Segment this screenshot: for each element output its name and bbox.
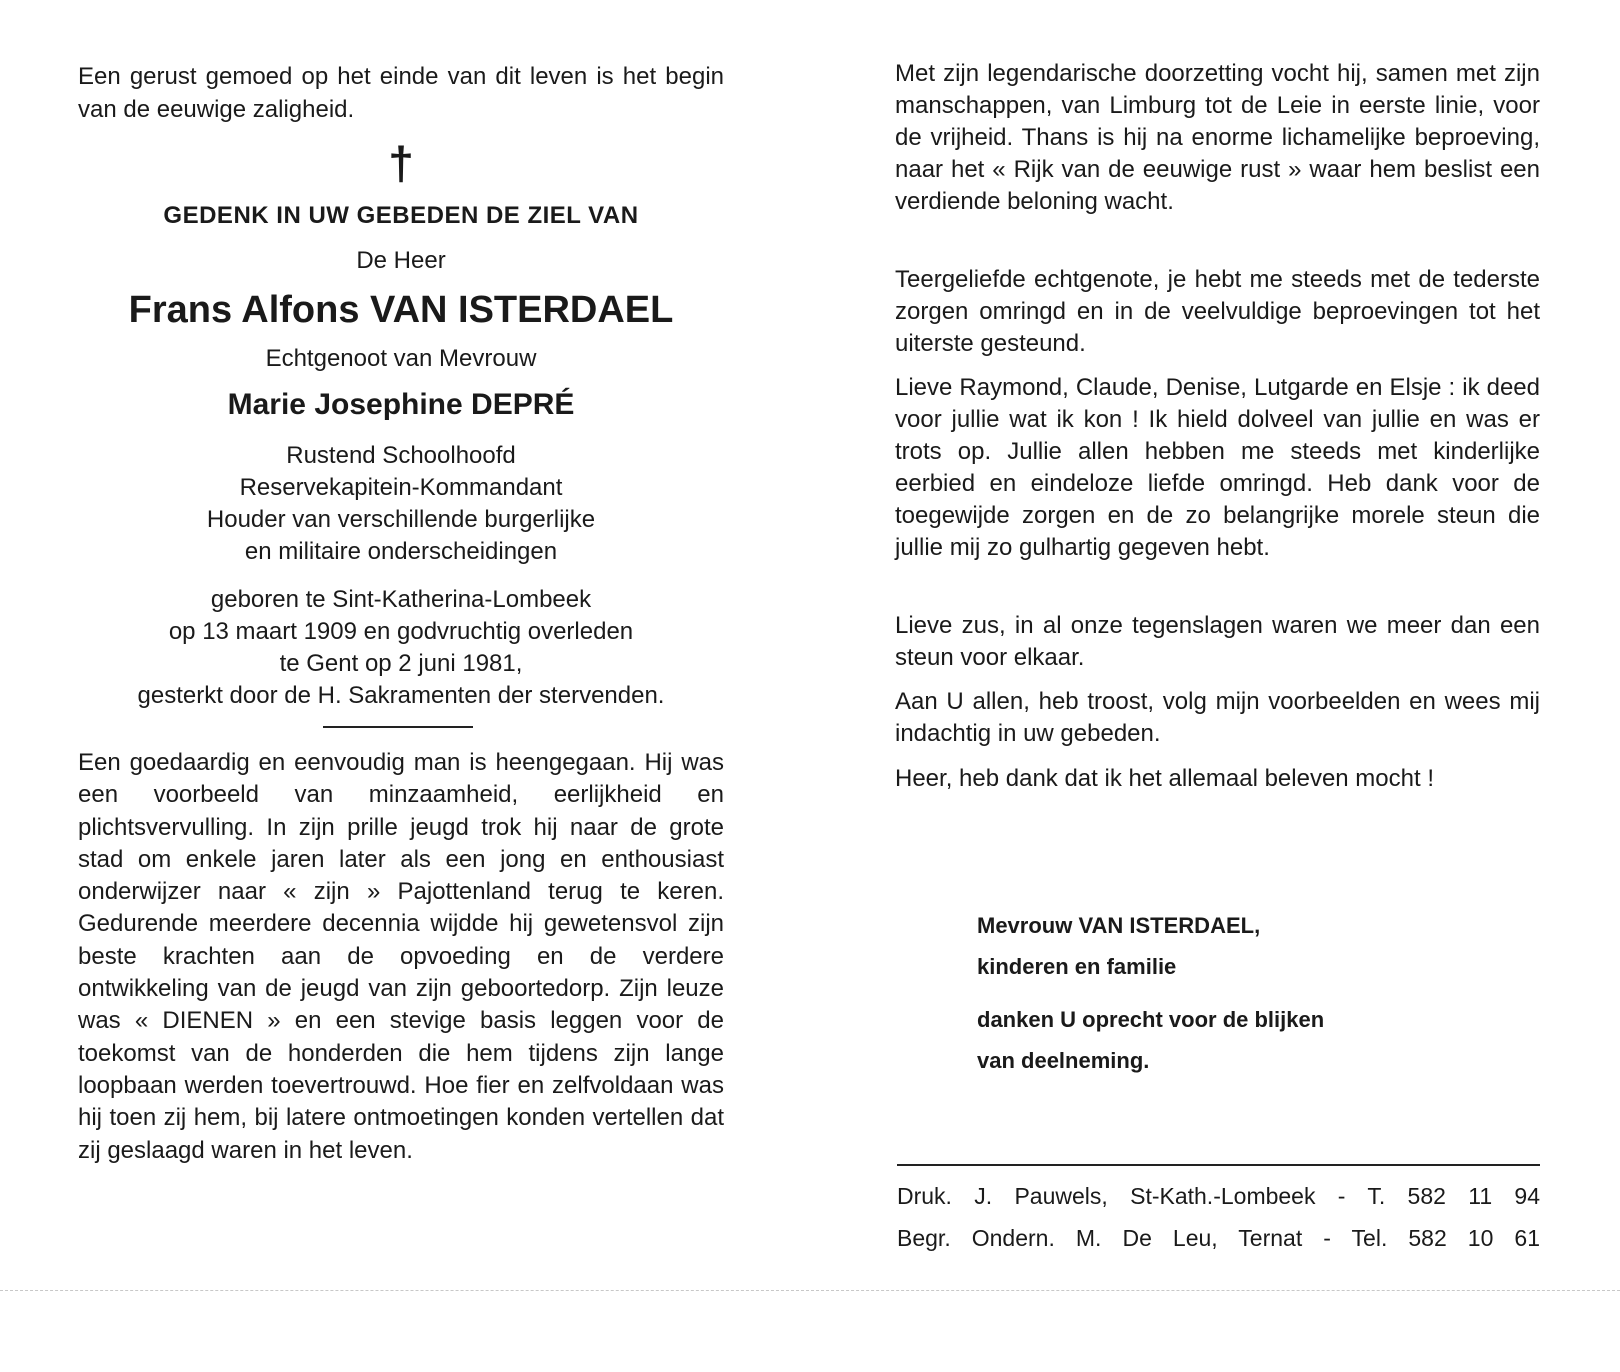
printer-credit: Druk. J. Pauwels, St-Kath.-Lombeek - T. 582 11 94 bbox=[897, 1183, 1540, 1209]
paragraph: Lieve Raymond, Claude, Denise, Lutgarde en Elsje : ik deed voor jullie wat ik kon ! Ik hield dolveel van jullie en was er trots op. Jullie allen hebben me steeds met kinderlijke eerbied en eindeloze liefde omringd. Heb dank voor de toegewijde zorgen en de zo belangrijke morele steun die jullie mij zo gulhartig gegeven hebt. bbox=[895, 374, 1540, 561]
titles-block bbox=[78, 440, 724, 568]
spouse-intro: Echtgenoot van Mevrouw bbox=[265, 345, 537, 372]
salutation: De Heer bbox=[356, 247, 446, 274]
paragraph: Heer, heb dank dat ik het allemaal beleven mocht ! bbox=[895, 765, 1434, 792]
divider bbox=[897, 1164, 1540, 1166]
title-line: Rustend Schoolhoofd bbox=[286, 442, 516, 469]
undertaker-credit: Begr. Ondern. M. De Leu, Ternat - Tel. 582 10 61 bbox=[897, 1225, 1540, 1251]
divider bbox=[323, 726, 473, 728]
paragraph: Teergeliefde echtgenote, je hebt me steeds met de tederste zorgen omringd en in de veelvuldige beproevingen tot het uiterste gesteund. bbox=[895, 266, 1540, 357]
deceased-name: Frans Alfons VAN ISTERDAEL bbox=[128, 289, 674, 331]
signature-line: danken U oprecht voor de blijken bbox=[977, 1007, 1325, 1032]
birth-death-line: te Gent op 2 juni 1981, bbox=[279, 650, 523, 677]
signature-line: kinderen en familie bbox=[977, 954, 1177, 979]
scan-edge bbox=[0, 1290, 1620, 1291]
remembrance-heading: GEDENK IN UW GEBEDEN DE ZIEL VAN bbox=[163, 202, 639, 229]
birth-death-line: op 13 maart 1909 en godvruchtig overleden bbox=[168, 618, 634, 645]
paragraph: Aan U allen, heb troost, volg mijn voorbeelden en wees mij indachtig in uw gebeden. bbox=[895, 688, 1540, 747]
biography: Een goedaardig en eenvoudig man is heengegaan. Hij was een voorbeeld van minzaamheid, eerlijkheid en plichtsvervulling. In zijn prille jeugd trok hij naar de grote stad om enkele jaren later als een jong en enthousiast onderwijzer naar « zijn » Pajottenland terug te keren. Gedurende meerdere decennia wijdde hij gewetensvol zijn beste krachten aan de opvoeding en de verdere ontwikkeling van de jeugd van zijn geboortedorp. Zijn leuze was « DIENEN » en een stevige basis leggen voor de toekomst van de honderden die hem tijdens zijn lange loopbaan werden toevertrouwd. Hoe fier en zelfvoldaan was hij toen zij hem, bij latere ontmoetingen konden vertellen dat zij geslaagd waren in het leven. bbox=[78, 749, 724, 1164]
paragraph: Met zijn legendarische doorzetting vocht hij, samen met zijn manschappen, van Limburg tot de Leie in eerste linie, voor de vrijheid. Thans is hij na enorme lichamelijke beproeving, naar het « Rijk van de eeuwige rust » waar hem beslist een verdiende beloning wacht. bbox=[895, 60, 1540, 215]
paragraph: Lieve zus, in al onze tegenslagen waren we meer dan een steun voor elkaar. bbox=[895, 612, 1540, 671]
signature-line: van deelneming. bbox=[977, 1048, 1150, 1073]
title-line: Reservekapitein-Kommandant bbox=[239, 474, 563, 501]
title-line: en militaire onderscheidingen bbox=[244, 538, 558, 565]
title-line: Houder van verschillende burgerlijke bbox=[206, 506, 596, 533]
birth-death-block bbox=[78, 584, 724, 712]
cross-icon: † bbox=[388, 137, 414, 189]
epigraph: Een gerust gemoed op het einde van dit leven is het begin van de eeuwige zaligheid. bbox=[78, 63, 724, 123]
birth-death-line: gesterkt door de H. Sakramenten der stervenden. bbox=[137, 682, 665, 709]
signature-line: Mevrouw VAN ISTERDAEL, bbox=[977, 913, 1261, 938]
birth-death-line: geboren te Sint-Katherina-Lombeek bbox=[210, 586, 592, 613]
spouse-name: Marie Josephine DEPRÉ bbox=[227, 388, 575, 421]
